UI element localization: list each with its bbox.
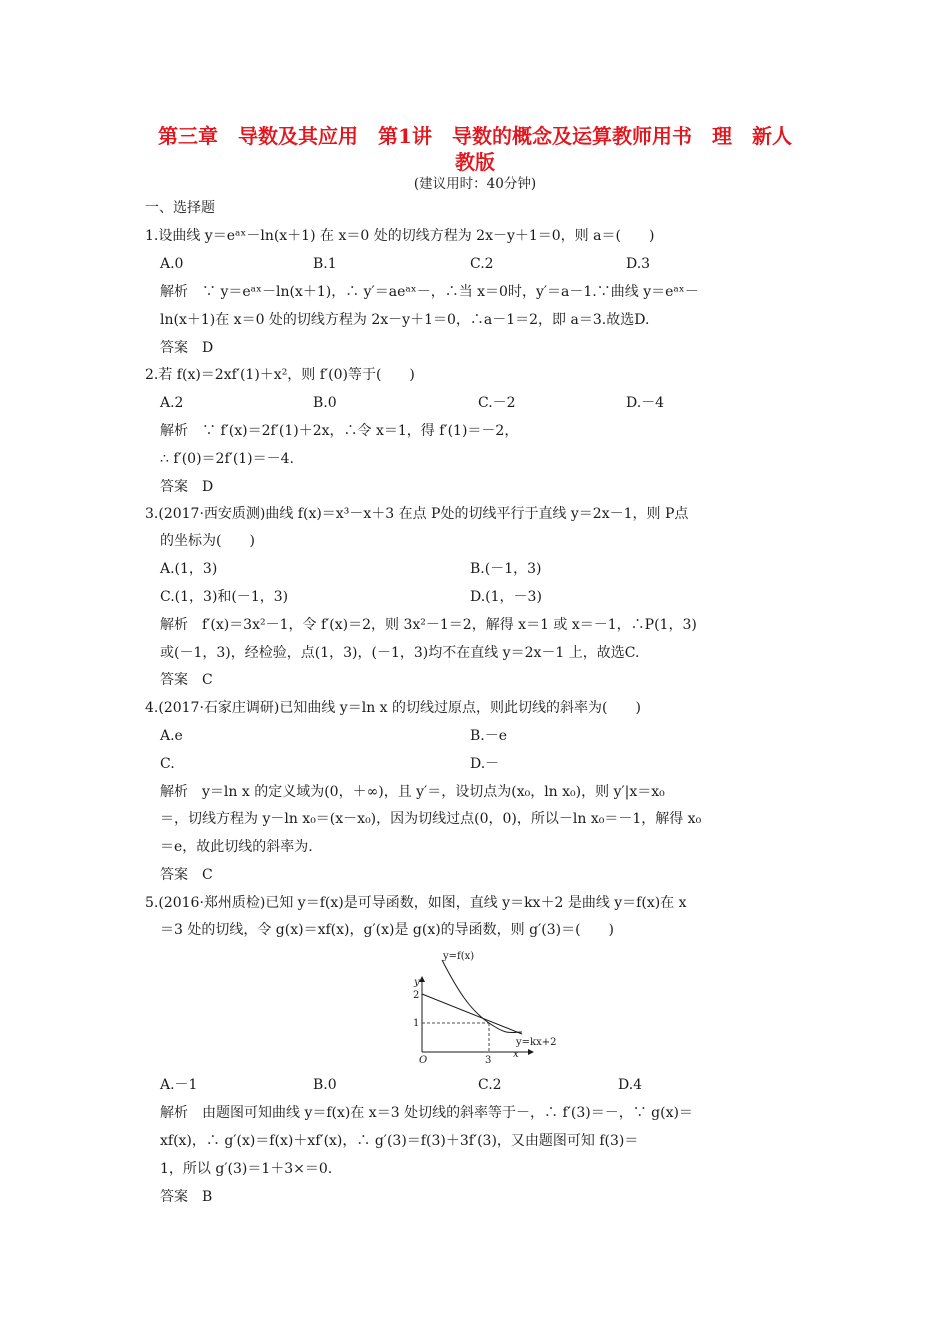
q1-analysis-line: 解析 ∵ y＝eᵃˣ－ln(x＋1)，∴ y′＝aeᵃˣ－，∴当 x＝0时，y′＝a－1.∵曲线 y＝eᵃˣ－ — [160, 284, 699, 300]
q2-option-b: B.0 — [313, 395, 337, 411]
line-label: y=kx+2 — [516, 1037, 557, 1048]
q3-stem-line: 3.(2017·西安质测)曲线 f(x)＝x³－x＋3 在点 P处的切线平行于直线 y＝2x－1，则 P点 — [145, 506, 689, 522]
q1-option-a: A.0 — [160, 256, 184, 272]
tangent-line — [422, 994, 522, 1034]
y-tick-2: 2 — [413, 990, 420, 1001]
q5-analysis-line: xf(x)，∴ g′(x)＝f(x)＋xf′(x)，∴ g′(3)＝f(3)＋3f′(3)，又由题图可知 f(3)＝ — [160, 1133, 639, 1149]
q5-option-b: B.0 — [313, 1077, 337, 1093]
q2-option-a: A.2 — [160, 395, 184, 411]
section-heading: 一、选择题 — [145, 200, 215, 216]
q4-analysis-line: 解析 y＝ln x 的定义域为(0，＋∞)，且 y′＝，设切点为(x₀，ln x₀)，则 y′|x＝x₀ — [160, 784, 665, 800]
function-graph — [410, 946, 560, 1066]
q5-stem-line: ＝3 处的切线，令 g(x)＝xf(x)，g′(x)是 g(x)的导函数，则 g′(3)＝( ) — [160, 922, 615, 938]
q1-answer: 答案 D — [160, 340, 214, 356]
q3-option-d: D.(1，－3) — [470, 589, 542, 605]
q5-analysis-line: 1，所以 g′(3)＝1＋3×＝0. — [160, 1161, 333, 1177]
q4-analysis-line: ＝，切线方程为 y－ln x₀＝(x－x₀)，因为切线过点(0，0)，所以－ln x₀＝－1，解得 x₀ — [160, 811, 702, 827]
q3-stem-line: 的坐标为( ) — [160, 533, 255, 549]
y-axis-label: y — [414, 977, 420, 988]
q3-answer: 答案 C — [160, 672, 213, 688]
q4-option-b: B.－e — [470, 728, 508, 744]
q3-analysis-line: 或(－1，3)，经检验，点(1，3)，(－1，3)均不在直线 y＝2x－1 上，故选C. — [160, 645, 640, 661]
q1-option-b: B.1 — [313, 256, 337, 272]
q3-option-b: B.(－1，3) — [470, 561, 542, 577]
q5-figure — [410, 946, 560, 1066]
q2-answer: 答案 D — [160, 479, 214, 495]
q5-option-c: C.2 — [478, 1077, 502, 1093]
q5-analysis-line: 解析 由题图可知曲线 y＝f(x)在 x＝3 处切线的斜率等于－，∴ f′(3)＝－，∵ g(x)＝ — [160, 1105, 693, 1121]
origin-label: O — [419, 1055, 428, 1066]
doc-title-line-2: 教版 — [455, 150, 495, 174]
doc-subtitle: (建议用时：40分钟) — [413, 176, 537, 192]
q1-option-c: C.2 — [470, 256, 494, 272]
q3-option-c: C.(1，3)和(－1，3) — [160, 589, 289, 605]
q5-option-a: A.－1 — [160, 1077, 198, 1093]
x-axis-label: x — [513, 1049, 519, 1060]
curve-label: y=f(x) — [443, 951, 475, 962]
q4-analysis-line: ＝e，故此切线的斜率为. — [160, 839, 313, 855]
q5-option-d: D.4 — [618, 1077, 643, 1093]
q1-option-d: D.3 — [626, 256, 651, 272]
q5-stem-line: 5.(2016·郑州质检)已知 y＝f(x)是可导函数，如图，直线 y＝kx＋2 是曲线 y＝f(x)在 x — [145, 895, 687, 911]
doc-title-line-1: 第三章 导数及其应用 第1讲 导数的概念及运算教师用书 理 新人 — [158, 124, 792, 148]
q3-analysis-line: 解析 f′(x)＝3x²－1，令 f′(x)＝2，则 3x²－1＝2，解得 x＝1 或 x＝－1，∴P(1，3) — [160, 617, 697, 633]
q2-option-c: C.－2 — [478, 395, 516, 411]
q1-stem: 1.设曲线 y＝eᵃˣ－ln(x＋1) 在 x＝0 处的切线方程为 2x－y＋1＝0，则 a＝( ) — [145, 228, 655, 244]
q4-answer: 答案 C — [160, 867, 213, 883]
q2-option-d: D.－4 — [626, 395, 665, 411]
q4-option-d: D.－ — [470, 756, 500, 772]
y-tick-1: 1 — [413, 1018, 420, 1029]
function-curve — [442, 960, 522, 1033]
q4-option-a: A.e — [160, 728, 183, 744]
q2-analysis-line: 解析 ∵ f′(x)＝2f′(1)＋2x，∴令 x＝1，得 f′(1)＝－2， — [160, 423, 519, 439]
q4-option-c: C. — [160, 756, 175, 772]
q4-stem: 4.(2017·石家庄调研)已知曲线 y＝ln x 的切线过原点，则此切线的斜率为( ) — [145, 700, 641, 716]
x-axis-arrow — [528, 1049, 534, 1055]
q2-analysis-line: ∴ f′(0)＝2f′(1)＝－4. — [160, 451, 295, 467]
q1-analysis-line: ln(x＋1)在 x＝0 处的切线方程为 2x－y＋1＝0，∴a－1＝2，即 a＝3.故选D. — [160, 312, 650, 328]
x-tick-3: 3 — [485, 1055, 492, 1066]
q5-answer: 答案 B — [160, 1189, 213, 1205]
y-axis-arrow — [419, 976, 425, 982]
q2-stem: 2.若 f(x)＝2xf′(1)＋x²，则 f′(0)等于( ) — [145, 367, 415, 383]
q3-option-a: A.(1，3) — [160, 561, 218, 577]
